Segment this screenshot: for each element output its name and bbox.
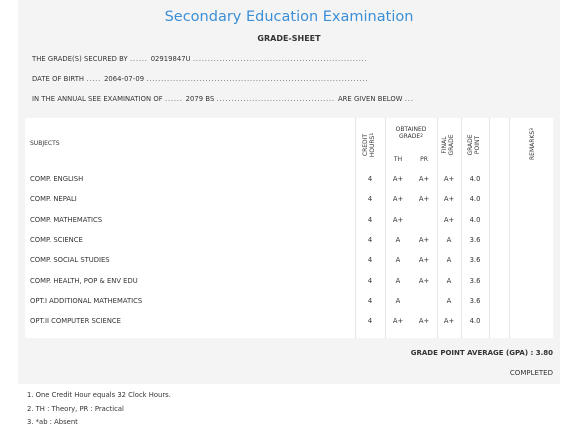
table-row: [25, 292, 553, 311]
pr-grade-cell: A+: [418, 317, 430, 326]
dob-value: 2064-07-09: [104, 75, 145, 83]
dots: ...: [404, 95, 414, 103]
grade-point-cell: 4.0: [469, 195, 481, 204]
grade-point-cell: 3.6: [469, 256, 481, 265]
dots: .....: [86, 75, 105, 83]
table-row: [25, 312, 553, 331]
table-row: [25, 211, 553, 230]
pr-grade-cell: [411, 211, 437, 230]
th-grade-cell: A+: [392, 175, 404, 183]
grade-point-cell: 3.6: [469, 235, 481, 244]
th-grade-cell: A: [395, 235, 401, 244]
grade-point-cell: 4.0: [469, 317, 481, 326]
subject-cell: OPT.II COMPUTER SCIENCE: [30, 317, 121, 326]
dob-line: [32, 75, 368, 83]
remarks-cell: [509, 211, 553, 230]
credit-cell: 4: [367, 235, 373, 244]
dots: ........................................: [216, 95, 338, 103]
exam-label: IN THE ANNUAL SEE EXAMINATION OF: [32, 95, 163, 103]
remarks-cell: [509, 231, 553, 250]
point-label: POINT: [473, 135, 481, 155]
grade-secured-label: THE GRADE(S) SECURED BY: [32, 55, 128, 63]
dots: ......: [129, 55, 151, 63]
footnote-mark: 3: [530, 127, 535, 131]
pr-grade-cell: A+: [418, 235, 430, 244]
subject-cell: COMP. ENGLISH: [30, 175, 84, 183]
footnote-2: 2. TH : Theory, PR : Practical: [27, 405, 124, 413]
pr-grade-cell: [411, 292, 437, 311]
grade-sheet: [18, 0, 560, 425]
final-grade-cell: A+: [443, 195, 455, 204]
th-grade-cell: A: [395, 256, 401, 265]
th-grade-cell: A+: [392, 215, 404, 224]
subject-cell: COMP. SOCIAL STUDIES: [30, 256, 110, 265]
final-grade-cell: A: [446, 296, 452, 305]
dots: ...........................................................: [192, 55, 368, 63]
grade-point-cell: 3.6: [469, 276, 481, 285]
th-header: TH: [393, 156, 403, 163]
exam-year: 2079 BS: [185, 95, 215, 103]
grades-table: [25, 118, 553, 338]
grade-point-header: [468, 125, 482, 165]
grade-label: GRADE: [447, 134, 455, 156]
table-row: [25, 231, 553, 250]
grade-point-cell: 3.6: [469, 296, 481, 305]
dots: ...........................................................................: [146, 75, 369, 83]
remarks-cell: [509, 190, 553, 209]
pr-header: PR: [420, 156, 428, 163]
final-label: FINAL: [441, 136, 448, 154]
remarks-header: [530, 122, 538, 166]
th-grade-cell: A: [395, 276, 401, 285]
table-row: [25, 190, 553, 209]
gpa-value: GRADE POINT AVERAGE (GPA) : 3.80: [410, 349, 553, 357]
th-grade-cell: A+: [392, 195, 404, 204]
table-row: [25, 251, 553, 270]
credit-label: CREDIT: [362, 133, 369, 157]
grade-point-cell: 4.0: [469, 215, 481, 224]
table-row: [25, 170, 553, 189]
th-grade-cell: A: [395, 296, 401, 305]
obtained-grade-header: [385, 126, 437, 140]
th-grade-cell: A+: [392, 317, 404, 326]
exam-line: [32, 95, 414, 103]
final-grade-cell: A: [446, 235, 452, 244]
pr-grade-cell: A+: [418, 256, 430, 265]
grade-point-cell: 4.0: [469, 175, 481, 183]
footnote-3: 3. *ab : Absent: [27, 418, 78, 426]
remarks-cell: [509, 170, 553, 189]
final-grade-header: [442, 125, 456, 165]
subject-cell: COMP. HEALTH, POP & ENV EDU: [30, 276, 138, 285]
final-grade-cell: A: [446, 256, 452, 265]
final-grade-cell: A: [446, 276, 452, 285]
remarks-cell: [509, 272, 553, 291]
credit-cell: 4: [367, 317, 373, 326]
footnote-mark: 1: [369, 132, 375, 136]
obtained-label: OBTAINED: [395, 126, 427, 133]
pr-grade-cell: A+: [418, 195, 430, 204]
hours-label: HOURS: [368, 135, 376, 158]
exam-title: Secondary Education Examination: [164, 9, 414, 25]
subject-cell: OPT.I ADDITIONAL MATHEMATICS: [30, 296, 143, 305]
subject-cell: COMP. NEPALI: [30, 195, 77, 204]
final-grade-cell: A+: [443, 215, 455, 224]
credit-cell: 4: [367, 256, 373, 265]
grade-secured-line: [32, 55, 368, 63]
table-row: [25, 272, 553, 291]
grade-label: GRADE: [399, 133, 421, 140]
pr-grade-cell: A+: [418, 175, 430, 183]
credit-cell: 4: [367, 195, 373, 204]
remarks-cell: [509, 312, 553, 331]
final-grade-cell: A+: [443, 317, 455, 326]
remarks-label: REMARKS: [529, 130, 536, 161]
remarks-cell: [509, 251, 553, 270]
dots: ......: [164, 95, 186, 103]
credit-cell: 4: [367, 175, 373, 183]
subjects-header: SUBJECTS: [30, 140, 60, 147]
credit-cell: 4: [367, 296, 373, 305]
credit-hours-header: [363, 125, 377, 165]
footnote-1: 1. One Credit Hour equals 32 Clock Hours.: [27, 391, 171, 399]
sheet-subtitle: GRADE-SHEET: [257, 34, 321, 43]
grade-label: GRADE: [467, 134, 474, 156]
footnote-mark: 2: [420, 134, 423, 139]
credit-cell: 4: [367, 215, 373, 224]
remarks-cell: [509, 292, 553, 311]
pr-grade-cell: A+: [418, 276, 430, 285]
credit-cell: 4: [367, 276, 373, 285]
final-grade-cell: A+: [443, 175, 455, 183]
given-below: ARE GIVEN BELOW: [337, 95, 403, 103]
dob-label: DATE OF BIRTH: [32, 75, 85, 83]
result-status: COMPLETED: [509, 369, 553, 377]
subject-cell: COMP. MATHEMATICS: [30, 215, 103, 224]
symbol-number: 02919847U: [150, 55, 191, 63]
subject-cell: COMP. SCIENCE: [30, 235, 83, 244]
